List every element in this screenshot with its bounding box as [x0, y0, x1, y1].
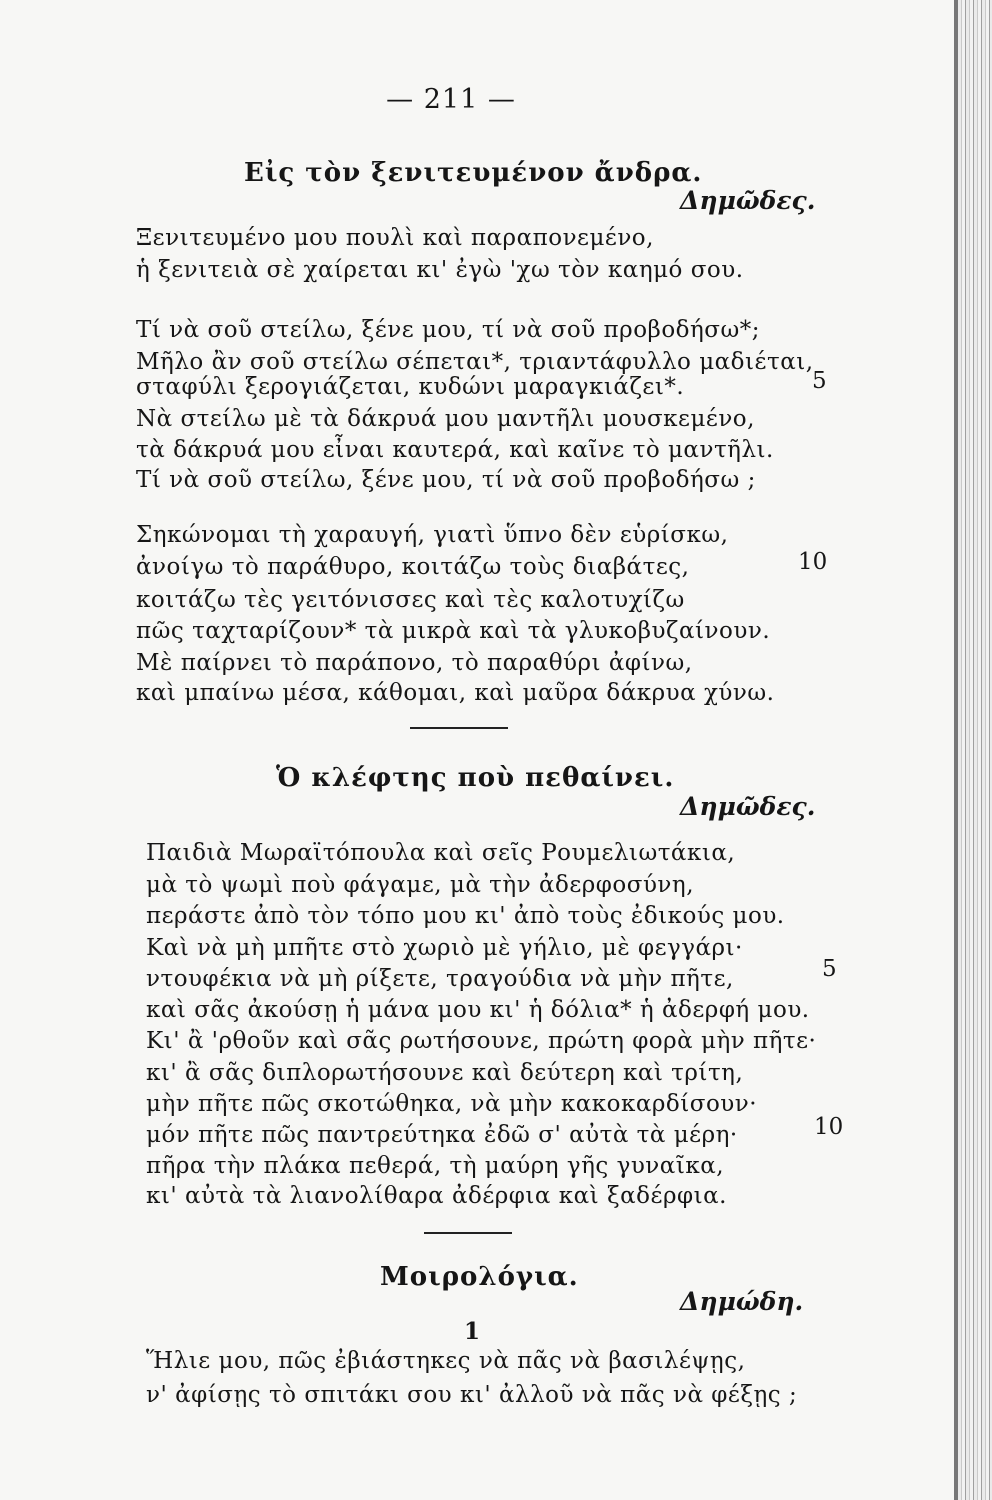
poem-genre: Δημώδη.	[680, 1287, 804, 1316]
verse-line: ἀνοίγω τὸ παράθυρο, κοιτάζω τοὺς διαβάτες,	[136, 554, 690, 580]
poem-title: Εἰς τὸν ξενιτευμένον ἄνδρα.	[244, 158, 703, 188]
verse-line: μὴν πῆτε πῶς σκοτώθηκα, νὰ μὴν κακοκαρδίσουν·	[146, 1091, 758, 1117]
poem-title: Μοιρολόγια.	[380, 1262, 579, 1292]
verse-line: τὰ δάκρυά μου εἶναι καυτερά, καὶ καῖνε τὸ μαντῆλι.	[136, 437, 774, 463]
verse-line: κοιτάζω τὲς γειτόνισσες καὶ τὲς καλοτυχίζω	[136, 587, 685, 613]
section-divider	[410, 727, 508, 729]
verse-line: Μῆλο ἂν σοῦ στείλω σέπεται*, τριαντάφυλλο μαδιέται,	[136, 349, 814, 375]
verse-line: Κι' ἂ 'ρθοῦν καὶ σᾶς ρωτήσουνε, πρώτη φορὰ μὴν πῆτε·	[146, 1028, 817, 1054]
verse-line: κι' ἂ σᾶς διπλορωτήσουνε καὶ δεύτερη καὶ τρίτη,	[146, 1060, 744, 1086]
line-number: 10	[814, 1114, 844, 1140]
verse-line: καὶ μπαίνω μέσα, κάθομαι, καὶ μαῦρα δάκρυα χύνω.	[136, 680, 775, 706]
line-number: 5	[822, 956, 837, 982]
poem-title: Ὁ κλέφτης ποὺ πεθαίνει.	[276, 763, 675, 793]
verse-line: κι' αὐτὰ τὰ λιανολίθαρα ἀδέρφια καὶ ξαδέρφια.	[146, 1183, 727, 1209]
verse-line: πῆρα τὴν πλάκα πεθερά, τὴ μαύρη γῆς γυναῖκα,	[146, 1153, 725, 1179]
verse-line: περάστε ἀπὸ τὸν τόπο μου κι' ἀπὸ τοὺς ἐδικούς μου.	[146, 903, 785, 929]
verse-line: ν' ἀφίσῃς τὸ σπιτάκι σου κι' ἀλλοῦ νὰ πᾶς νὰ φέξῃς ;	[146, 1382, 798, 1408]
poem-genre: Δημῶδες.	[680, 186, 816, 215]
poem-genre: Δημῶδες.	[680, 792, 816, 821]
verse-line: Καὶ νὰ μὴ μπῆτε στὸ χωριὸ μὲ γήλιο, μὲ φεγγάρι·	[146, 935, 743, 961]
page-edge	[958, 0, 992, 1500]
page-number: — 211 —	[386, 84, 516, 115]
verse-line: Νὰ στείλω μὲ τὰ δάκρυά μου μαντῆλι μουσκεμένο,	[136, 406, 755, 432]
verse-line: ντουφέκια νὰ μὴ ρίξετε, τραγούδια νὰ μὴν πῆτε,	[146, 966, 734, 992]
verse-line: Παιδιὰ Μωραϊτόπουλα καὶ σεῖς Ρουμελιωτάκια,	[146, 840, 736, 866]
verse-line: πῶς ταχταρίζουν* τὰ μικρὰ καὶ τὰ γλυκοβυζαίνουν.	[136, 618, 771, 644]
verse-line: Τί νὰ σοῦ στείλω, ξένε μου, τί νὰ σοῦ προβοδήσω ;	[136, 467, 756, 493]
verse-line: ἡ ξενιτειὰ σὲ χαίρεται κι' ἐγὼ 'χω τὸν καημό σου.	[136, 257, 744, 283]
verse-line: Σηκώνομαι τὴ χαραυγή, γιατὶ ὕπνο δὲν εὑρίσκω,	[136, 522, 729, 548]
verse-line: Ξενιτευμένο μου πουλὶ καὶ παραπονεμένο,	[136, 225, 654, 251]
verse-line: μόν πῆτε πῶς παντρεύτηκα ἐδῶ σ' αὐτὰ τὰ μέρη·	[146, 1122, 738, 1148]
section-number: 1	[464, 1318, 481, 1345]
verse-line: καὶ σᾶς ἀκούσῃ ἡ μάνα μου κι' ἡ δόλια* ἡ ἀδερφή μου.	[146, 997, 810, 1023]
section-divider	[424, 1232, 512, 1234]
line-number: 10	[798, 549, 828, 575]
verse-line: Μὲ παίρνει τὸ παράπονο, τὸ παραθύρι ἀφίνω,	[136, 650, 693, 676]
verse-line: μὰ τὸ ψωμὶ ποὺ φάγαμε, μὰ τὴν ἀδερφοσύνη,	[146, 872, 695, 898]
verse-line: Ἥλιε μου, πῶς ἐβιάστηκες νὰ πᾶς νὰ βασιλέψῃς,	[146, 1348, 746, 1374]
line-number: 5	[812, 368, 827, 394]
verse-line: Τί νὰ σοῦ στείλω, ξένε μου, τί νὰ σοῦ προβοδήσω*;	[136, 317, 761, 343]
verse-line: σταφύλι ξερογιάζεται, κυδώνι μαραγκιάζει*.	[136, 374, 685, 400]
